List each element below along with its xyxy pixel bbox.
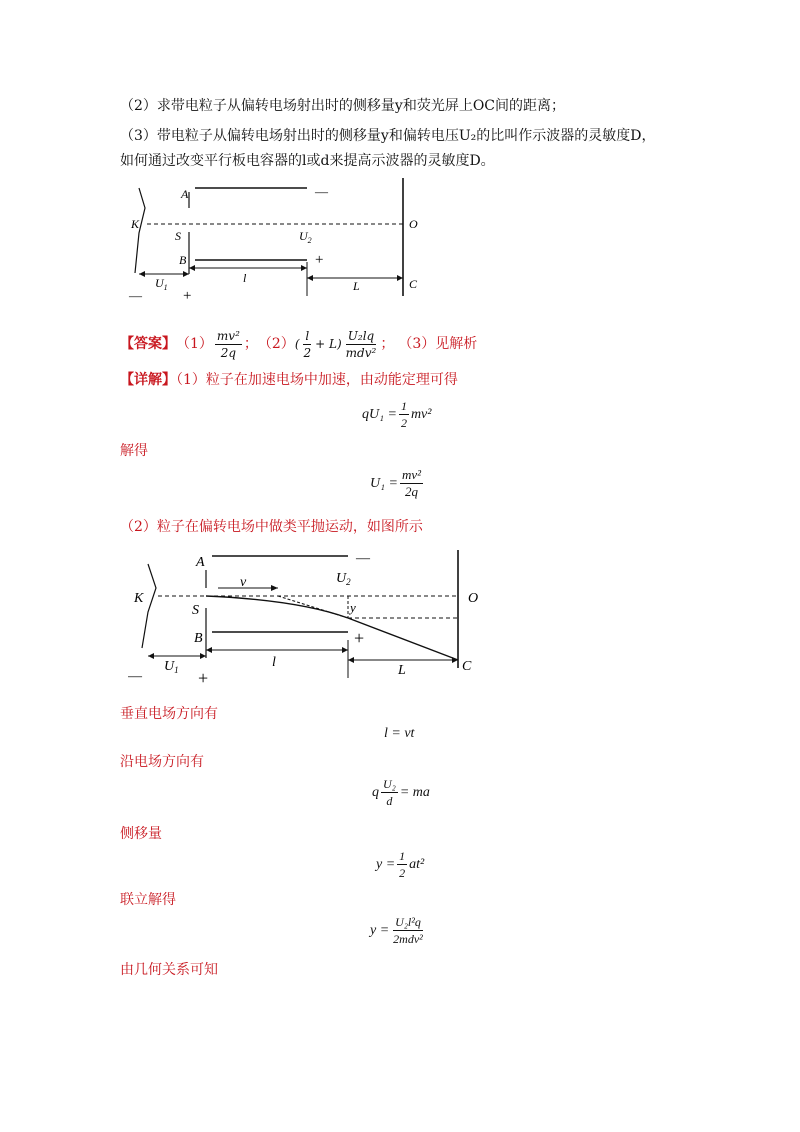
sign-plus-mid: + xyxy=(315,252,324,268)
detail-step1-text: （1）粒子在加速电场中加速，由动能定理可得 xyxy=(176,372,458,388)
solve-label: 解得 xyxy=(120,443,148,459)
sign-plus-bottom-2: + xyxy=(198,668,209,686)
equation-2: U₁ = $\frac{\text{mv²}}{2q}$ xyxy=(370,467,421,499)
k-electrode-2 xyxy=(142,564,156,648)
sign-plus-bottom: + xyxy=(183,288,192,303)
equation-6: y = $\frac{\text{U₂l²q}}{\text{2mdv²}}$ xyxy=(370,915,423,946)
label-v: v xyxy=(240,575,247,590)
sign-minus-top: — xyxy=(315,184,328,199)
label-b-2: B xyxy=(194,631,203,646)
label-y: y xyxy=(350,600,356,615)
label-u1-2: $U_1$ xyxy=(164,659,179,675)
answer-line xyxy=(120,327,477,361)
sign-minus-bottom-2: — xyxy=(128,669,142,684)
label-b: B xyxy=(179,253,187,267)
sign-minus-top-2: — xyxy=(356,551,370,566)
answer-part2-label: （2） xyxy=(257,336,295,352)
exit-trajectory xyxy=(348,618,458,660)
detail-step1 xyxy=(120,370,458,390)
answer-separator-2: ； xyxy=(380,336,395,352)
detail-step2: （2）粒子在偏转电场中做类平抛运动，如图所示 xyxy=(120,519,423,535)
label-u1: $U_1$ xyxy=(155,276,168,292)
label-L-2: L xyxy=(398,663,406,678)
label-u2-2: $U_2$ xyxy=(336,571,351,587)
answer-part2-expression: ( $\frac{l}{2}$ + L) $\frac{\text{U₂lq}}{\text{mdv²}}$ xyxy=(294,328,377,360)
label-l: l xyxy=(243,271,247,285)
trajectory-curve xyxy=(206,596,348,618)
answer-part1-fraction: $\frac{\text{mv²}}{2q}$ xyxy=(216,328,240,360)
answer-separator-1: ； xyxy=(243,336,258,352)
label-o: O xyxy=(409,217,418,231)
question-3-line1: （3）带电粒子从偏转电场射出时的侧移量y和偏转电压U₂的比叫作示波器的灵敏度D， xyxy=(120,128,656,144)
question-2: （2）求带电粒子从偏转电场射出时的侧移量y和荧光屏上OC间的距离； xyxy=(120,98,566,114)
sign-minus-bottom: — xyxy=(129,288,142,303)
label-u2: $U_2$ xyxy=(299,229,312,245)
label-k: K xyxy=(131,217,140,231)
equation-1: qU₁ = $\frac{1}{2}$ mv² xyxy=(362,399,432,430)
label-c: C xyxy=(409,277,418,291)
label-s: S xyxy=(175,229,181,243)
side-label: 侧移量 xyxy=(120,826,162,842)
label-l-2: l xyxy=(272,655,276,670)
figure-2-trajectory-diagram xyxy=(128,550,488,686)
label-a-2: A xyxy=(196,555,205,570)
label-s-2: S xyxy=(192,603,199,618)
along-label: 沿电场方向有 xyxy=(120,754,204,770)
equation-4: q $\frac{\text{U₂}}{d}$ = ma xyxy=(372,777,430,808)
label-a: A xyxy=(181,187,189,201)
sign-plus-mid-2: + xyxy=(354,628,365,648)
label-k-2: K xyxy=(134,591,144,606)
answer-part1-label: （1） xyxy=(176,336,213,352)
perp-label: 垂直电场方向有 xyxy=(120,706,218,722)
question-3-line2: 如何通过改变平行板电容器的l或d来提高示波器的灵敏度D。 xyxy=(120,153,495,169)
equation-3: l = vt xyxy=(384,726,415,741)
detail-tag: 【详解】 xyxy=(120,372,176,388)
geometry-label: 由几何关系可知 xyxy=(120,962,218,978)
equation-5: y = $\frac{1}{2}$ at² xyxy=(376,849,425,880)
answer-tag: 【答案】 xyxy=(120,336,176,352)
answer-part3: （3）见解析 xyxy=(398,336,478,352)
figure-1-oscilloscope-diagram xyxy=(125,178,435,303)
label-c-2: C xyxy=(462,659,472,674)
label-o-2: O xyxy=(468,591,479,606)
label-L: L xyxy=(353,279,360,293)
combine-label: 联立解得 xyxy=(120,892,176,908)
